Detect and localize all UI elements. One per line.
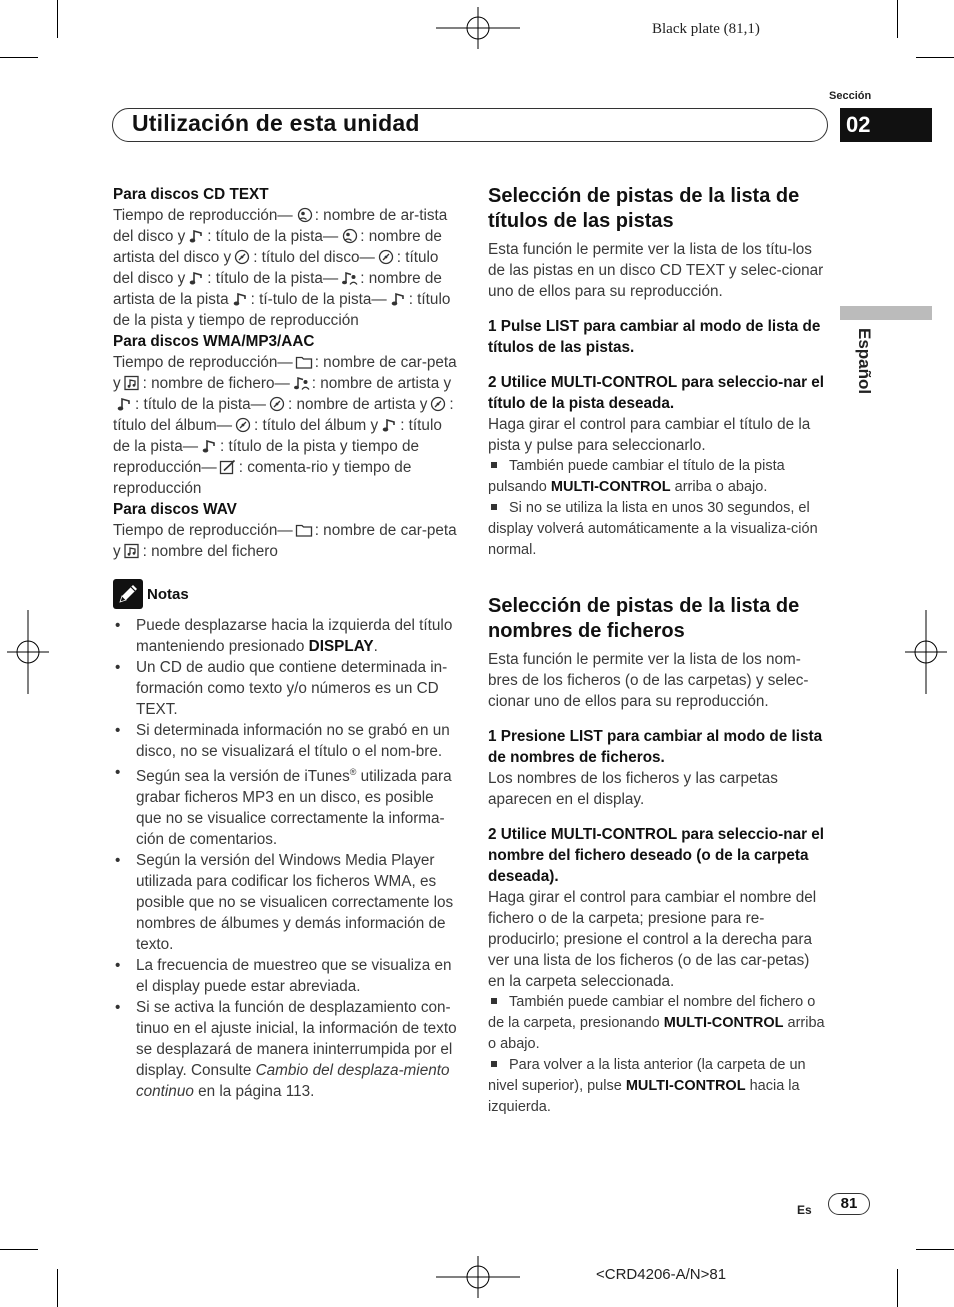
list-item bbox=[113, 997, 458, 1102]
list-item: • La frecuencia de muestreo que se visualiza en el display puede estar abreviada. bbox=[113, 955, 458, 997]
text: . bbox=[373, 638, 378, 655]
text: : título del álbum y bbox=[254, 417, 379, 434]
intro-paragraph: Esta función le permite ver la lista de los títu-los de las pistas en un disco CD TEXT y selec-cionar uno de ellos para su reproducción. bbox=[488, 241, 824, 300]
track-artist-icon bbox=[340, 270, 358, 286]
disc-title-icon bbox=[377, 249, 395, 265]
section-heading: Selección de pistas de la lista de títulos de las pistas bbox=[488, 185, 800, 232]
text: : tí-tulo de la pista— bbox=[250, 291, 387, 308]
text: : título del álbum— bbox=[113, 396, 454, 434]
crop-mark bbox=[57, 1269, 58, 1307]
step-2: 2 Utilice MULTI-CONTROL para seleccio-nar el título de la pista deseada. bbox=[488, 374, 825, 412]
language-code: Es bbox=[797, 1203, 812, 1217]
list-item bbox=[113, 762, 458, 850]
text: : nombre de artista y bbox=[287, 396, 428, 413]
crop-mark bbox=[916, 1249, 954, 1250]
text: Según sea la versión de iTunes bbox=[136, 768, 350, 786]
wav-paragraph bbox=[113, 520, 458, 562]
wav-heading: Para discos WAV bbox=[113, 501, 237, 518]
language-tab-bar bbox=[840, 306, 932, 320]
text: : título de la pista— bbox=[207, 228, 339, 245]
crop-mark bbox=[57, 0, 58, 38]
bullet-square-icon bbox=[491, 462, 497, 468]
track-title-icon bbox=[389, 291, 407, 307]
text: : título de la pista— bbox=[207, 270, 339, 287]
text: Tiempo de reproducción— bbox=[113, 354, 293, 371]
comment-icon bbox=[219, 459, 237, 475]
text: arriba o abajo. bbox=[670, 479, 768, 495]
registration-mark bbox=[7, 610, 49, 694]
plate-label: Black plate (81,1) bbox=[652, 21, 760, 37]
track-title-icon bbox=[187, 228, 205, 244]
track-title-icon bbox=[187, 270, 205, 286]
registration-mark bbox=[905, 610, 947, 694]
notes-label: Notas bbox=[147, 586, 189, 603]
display-key: DISPLAY bbox=[308, 638, 374, 655]
text: Puede desplazarse hacia la izquierda del título manteniendo presionado bbox=[136, 617, 453, 655]
disc-title-icon bbox=[268, 396, 286, 412]
text: Para volver a la lista anterior (la carpeta de un nivel superior), pulse bbox=[488, 1057, 806, 1094]
crop-mark bbox=[916, 57, 954, 58]
notes-list bbox=[113, 615, 458, 1102]
wma-heading: Para discos WMA/MP3/AAC bbox=[113, 333, 315, 350]
crop-mark bbox=[0, 1249, 38, 1250]
control-key: MULTI-CONTROL bbox=[550, 479, 671, 495]
text: : título del disco y bbox=[113, 249, 439, 287]
bullet-square-icon bbox=[491, 504, 497, 510]
page-number: 81 bbox=[828, 1193, 870, 1215]
text: : nombre de car-peta y bbox=[113, 354, 457, 392]
bullet-square-icon bbox=[491, 1061, 497, 1067]
step-2: 2 Utilice MULTI-CONTROL para seleccio-nar el nombre del fichero deseado (o de la carpeta deseada). bbox=[488, 826, 825, 885]
bullet bbox=[488, 456, 830, 498]
cd-text-heading: Para discos CD TEXT bbox=[113, 186, 269, 203]
pencil-note-icon bbox=[113, 579, 143, 609]
file-icon bbox=[123, 375, 141, 391]
list-item bbox=[113, 615, 458, 657]
registration-mark bbox=[436, 7, 520, 49]
step-1: 1 Pulse LIST para cambiar al modo de lista de títulos de las pistas. bbox=[488, 318, 821, 356]
bullet bbox=[488, 992, 830, 1055]
text: utilizada para grabar ficheros MP3 en un disco, es posible que no se visualice correctamente la informa-ción de comentarios. bbox=[136, 768, 452, 849]
album-icon bbox=[429, 396, 447, 412]
section-heading: Selección de pistas de la lista de nombres de ficheros bbox=[488, 595, 800, 642]
track-title-icon bbox=[231, 291, 249, 307]
notes-header bbox=[113, 579, 458, 609]
bullet bbox=[488, 1055, 830, 1118]
language-tab: Español bbox=[855, 328, 874, 395]
text: : nombre de artista de la pista bbox=[113, 270, 442, 308]
text: Si se activa la función de desplazamiento con-tinuo en el ajuste inicial, la información de texto se desplazará de manera ininterrumpida por el display. Consulte bbox=[136, 999, 457, 1080]
text: : título de la pista y tiempo de reproducción bbox=[113, 291, 451, 329]
text: arriba o abajo. bbox=[488, 1015, 825, 1052]
album-icon bbox=[234, 417, 252, 433]
track-title-icon bbox=[115, 396, 133, 412]
text: : título de la pista— bbox=[135, 396, 266, 413]
text: Tiempo de reproducción— bbox=[113, 207, 293, 224]
control-key: MULTI-CONTROL bbox=[663, 1015, 784, 1031]
document-code: <CRD4206-A/N>81 bbox=[596, 1266, 727, 1283]
text: : nombre de car-peta y bbox=[113, 522, 457, 560]
text: : nombre de ar-tista del disco y bbox=[113, 207, 448, 245]
text: Tiempo de reproducción— bbox=[113, 522, 293, 539]
cd-text-paragraph bbox=[113, 205, 458, 331]
text: : nombre de fichero— bbox=[142, 375, 290, 392]
text: También puede cambiar el título de la pista pulsando bbox=[488, 458, 785, 495]
text: hacia la izquierda. bbox=[488, 1078, 800, 1115]
folder-icon bbox=[295, 522, 313, 538]
text: : título del disco— bbox=[253, 249, 375, 266]
text: en la página 113. bbox=[193, 1083, 315, 1101]
registration-mark bbox=[436, 1256, 520, 1298]
crop-mark bbox=[897, 0, 898, 38]
page-title: Utilización de esta unidad bbox=[132, 110, 420, 136]
text: : nombre de artista y bbox=[311, 375, 452, 392]
wma-paragraph bbox=[113, 352, 458, 499]
crop-mark bbox=[897, 1269, 898, 1307]
registered-mark: ® bbox=[349, 767, 357, 777]
crop-mark bbox=[0, 57, 38, 58]
file-icon bbox=[123, 543, 141, 559]
step-1-body: Los nombres de los ficheros y las carpetas aparecen en el display. bbox=[488, 770, 778, 808]
list-item: • Un CD de audio que contiene determinada in-formación como texto y/o números es un CD TEXT. bbox=[113, 657, 458, 720]
text: : comenta-rio y tiempo de reproducción bbox=[113, 459, 412, 497]
track-artist-icon bbox=[292, 375, 310, 391]
text: : nombre de artista del disco y bbox=[113, 228, 442, 266]
disc-artist-icon bbox=[340, 228, 358, 244]
control-key: MULTI-CONTROL bbox=[625, 1078, 746, 1094]
disc-artist-icon bbox=[295, 207, 313, 223]
section-label: Sección bbox=[829, 90, 872, 102]
list-item: • Según la versión del Windows Media Player utilizada para codificar los ficheros WMA, es posible que no se visualicen correctamente los nombres de álbumes y demás información de texto. bbox=[113, 850, 458, 955]
section-number: 02 bbox=[840, 108, 932, 142]
text: Si no se utiliza la lista en unos 30 segundos, el display volverá automáticamente a la visualiza-ción normal. bbox=[488, 500, 818, 558]
intro-paragraph: Esta función le permite ver la lista de los nom-bres de los ficheros (o de las carpetas) y selec-cionar uno de ellos para su reproducción. bbox=[488, 651, 809, 710]
left-column bbox=[113, 184, 458, 1102]
folder-icon bbox=[295, 354, 313, 370]
bullet bbox=[488, 498, 830, 561]
cross-reference: Cambio del desplaza-miento continuo bbox=[136, 1062, 450, 1101]
step-1: 1 Presione LIST para cambiar al modo de lista de nombres de ficheros. bbox=[488, 728, 823, 766]
bullet-square-icon bbox=[491, 998, 497, 1004]
step-2-body: Haga girar el control para cambiar el título de la pista y pulse para seleccionarlo. bbox=[488, 416, 811, 454]
disc-title-icon bbox=[233, 249, 251, 265]
track-title-icon bbox=[380, 417, 398, 433]
text: : nombre del fichero bbox=[142, 543, 278, 560]
right-column bbox=[488, 184, 830, 1118]
text: : título de la pista— bbox=[113, 417, 442, 455]
step-2-body: Haga girar el control para cambiar el nombre del fichero o de la carpeta; presione para re-producirlo; presione el control a la derecha para ver una lista de los ficheros (o de las car-petas) en la carpeta seleccionada. bbox=[488, 889, 817, 990]
text: : título de la pista y tiempo de reproducción— bbox=[113, 438, 420, 476]
list-item: • Si determinada información no se grabó en un disco, no se visualizará el título o el nom-bre. bbox=[113, 720, 458, 762]
track-title-icon bbox=[200, 438, 218, 454]
text: También puede cambiar el nombre del fichero o de la carpeta, presionando bbox=[488, 994, 816, 1031]
